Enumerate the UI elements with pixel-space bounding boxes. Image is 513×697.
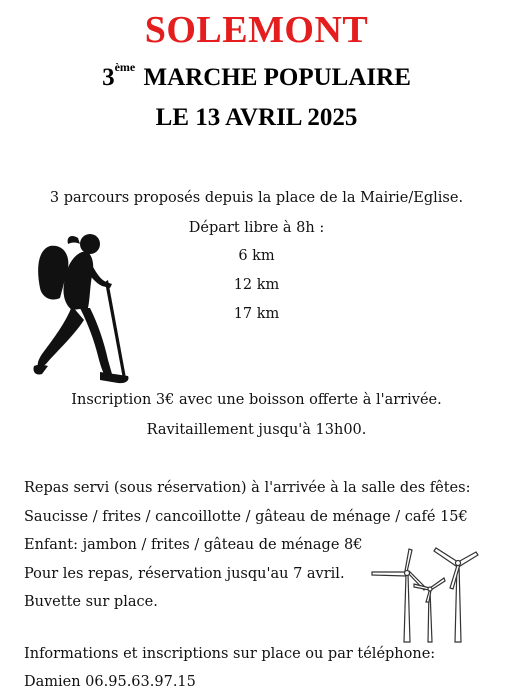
meal-line-4: Pour les repas, réservation jusqu'au 7 avril. [24, 566, 345, 582]
registration-fee: Inscription 3€ avec une boisson offerte à l'arrivée. [71, 392, 442, 408]
edition-number: 3 [102, 64, 115, 91]
edition-suffix: ème [114, 60, 136, 74]
distance-3: 17 km [233, 306, 280, 322]
meal-line-5: Buvette sur place. [24, 594, 158, 610]
event-date: LE 13 AVRIL 2025 [155, 104, 358, 131]
start-time: Départ libre à 8h : [188, 220, 325, 236]
meal-line-3: Enfant: jambon / frites / gâteau de ménage 8€ [24, 537, 363, 553]
distance-1: 6 km [238, 248, 275, 264]
wind-turbines-icon [368, 540, 488, 645]
routes-intro: 3 parcours proposés depuis la place de la Mairie/Eglise. [49, 190, 464, 206]
meal-line-1: Repas servi (sous réservation) à l'arrivée à la salle des fêtes: [24, 480, 471, 496]
event-title: SOLEMONT [144, 9, 369, 51]
contact-phone: Damien 06.95.63.97.15 [24, 674, 196, 690]
distance-2: 12 km [233, 277, 280, 293]
supply-info: Ravitaillement jusqu'à 13h00. [146, 422, 367, 438]
hiker-silhouette-icon [28, 228, 138, 390]
edition-heading [0, 60, 513, 92]
contact-info: Informations et inscriptions sur place ou par téléphone: [24, 646, 436, 662]
meal-line-2: Saucisse / frites / cancoillotte / gâteau de ménage / café 15€ [24, 509, 468, 525]
edition-label: MARCHE POPULAIRE [143, 64, 411, 91]
